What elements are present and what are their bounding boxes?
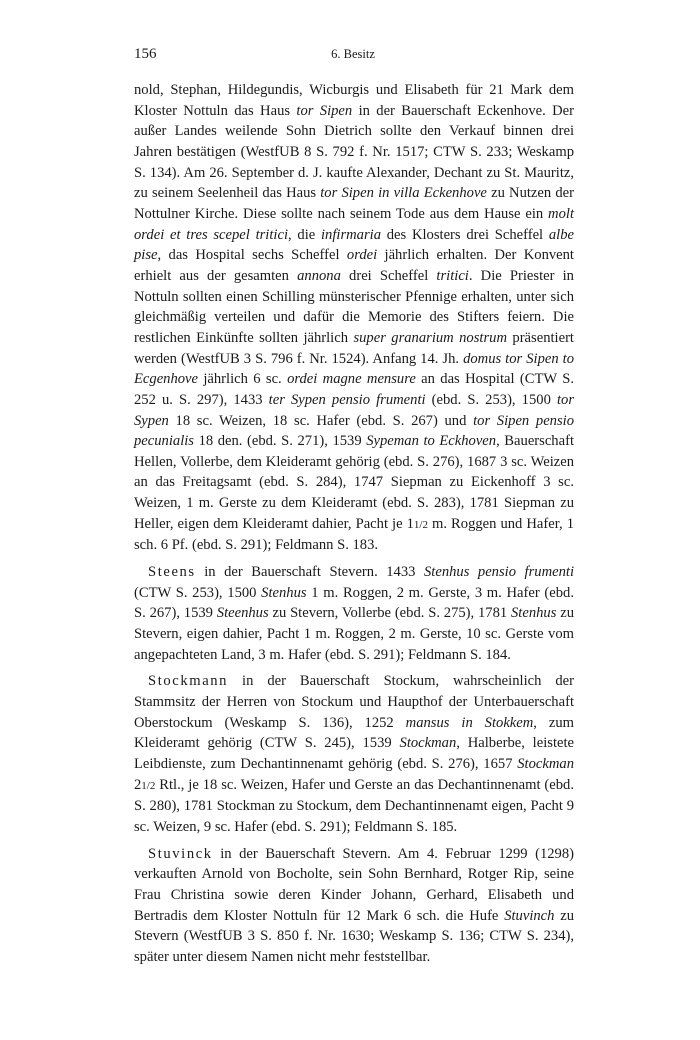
- entry-name-stockmann: Stockmann: [148, 673, 229, 690]
- body-text: [134, 80, 574, 974]
- entry-name-steens: Steens: [148, 564, 196, 581]
- paragraph-sipen: nold, Stephan, Hildegundis, Wicburgis und Elisabeth für 21 Mark dem Kloster Nottuln das Haus tor Sipen in der Bauerschaft Eckenhove. Der außer Landes weilende Sohn Dietrich sollte den Verkauf binnen drei Jahren bestätigen (WestfUB 8 S. 792 f. Nr. 1517; CTW S. 233; Weskamp S. 134). Am 26. September d. J. kaufte Alexander, Dechant zu St. Mauritz, zu seinem Seelenheil das Haus tor Sipen in villa Eckenhove zu Nutzen der Nottulner Kirche. Diese sollte nach seinem Tode aus dem Hause ein molt ordei et tres scepel tritici, die infirmaria des Klosters drei Scheffel albe pise, das Hospital sechs Scheffel ordei jährlich erhalten. Der Konvent erhielt aus der gesamten annona drei Scheffel tritici. Die Priester in Nottuln sollten einen Schilling münsterischer Pfennige erhalten, unter sich gleichmäßig verteilen und dafür die Memorie des Stifters feiern. Die restlichen Einkünfte sollten jährlich super granarium nostrum präsentiert werden (WestfUB 3 S. 796 f. Nr. 1524). Anfang 14. Jh. domus tor Sipen to Ecgenhove jährlich 6 sc. ordei magne mensure an das Hospital (CTW S. 252 u. S. 297), 1433 ter Sypen pensio frumenti (ebd. S. 253), 1500 tor Sypen 18 sc. Weizen, 18 sc. Hafer (ebd. S. 267) und tor Sipen pensio pecunialis 18 den. (ebd. S. 271), 1539 Sypeman to Eckhoven, Bauerschaft Hellen, Vollerbe, dem Kleideramt gehörig (ebd. S. 276), 1687 3 sc. Weizen an das Freitagsamt (ebd. S. 284), 1747 Siepman zu Eickenhoff 3 sc. Weizen, 1 m. Gerste zu dem Kleideramt (ebd. S. 283), 1781 Siepman zu Heller, eigen dem Kleideramt dahier, Pacht je 11/2 m. Roggen und Hafer, 1 sch. 6 Pf. (ebd. S. 291); Feldmann S. 183.: [134, 82, 575, 554]
- entry-name-stuvinck: Stuvinck: [148, 845, 213, 862]
- page-number: 156: [134, 46, 157, 62]
- paragraph-stockmann: Stockmann in der Bauerschaft Stockum, wahrscheinlich der Stammsitz der Herren von Stockum und Haupthof der Unterbauerschaft Oberstockum (Weskamp S. 136), 1252 mansus in Stokkem, zum Kleideramt gehörig (CTW S. 245), 1539 Stockman, Halberbe, leistete Leibdienste, zum Dechantinnenamt gehörig (ebd. S. 276), 1657 Stockman 21/2 Rtl., je 18 sc. Weizen, Hafer und Gerste an das Dechantinnenamt (ebd. S. 280), 1781 Stockman zu Stockum, dem Dechantinnenamt eigen, Pacht 9 sc. Weizen, 9 sc. Hafer (ebd. S. 291); Feldmann S. 185.: [134, 673, 575, 835]
- paragraph-steens: Steens in der Bauerschaft Stevern. 1433 Stenhus pensio frumenti (CTW S. 253), 1500 Stenhus 1 m. Roggen, 2 m. Gerste, 3 m. Hafer (ebd. S. 267), 1539 Steenhus zu Stevern, Vollerbe (ebd. S. 275), 1781 Stenhus zu Stevern, eigen dahier, Pacht 1 m. Roggen, 2 m. Gerste, 10 sc. Gerste vom angepachteten Land, 3 m. Hafer (ebd. S. 291); Feldmann S. 184.: [134, 564, 574, 663]
- paragraph-stuvinck: Stuvinck in der Bauerschaft Stevern. Am 4. Februar 1299 (1298) verkauften Arnold von Bocholte, sein Sohn Bernhard, Rotger Rip, seine Frau Christina sowie deren Kinder Johann, Gerhard, Elisabeth und Bertradis dem Kloster Nottuln für 12 Mark 6 sch. die Hufe Stuvinch zu Stevern (WestfUB 3 S. 850 f. Nr. 1630; Weskamp S. 136; CTW S. 234), später unter diesem Namen nicht mehr feststellbar.: [134, 845, 574, 965]
- running-head: 6. Besitz: [331, 47, 375, 61]
- page-header: [134, 46, 572, 66]
